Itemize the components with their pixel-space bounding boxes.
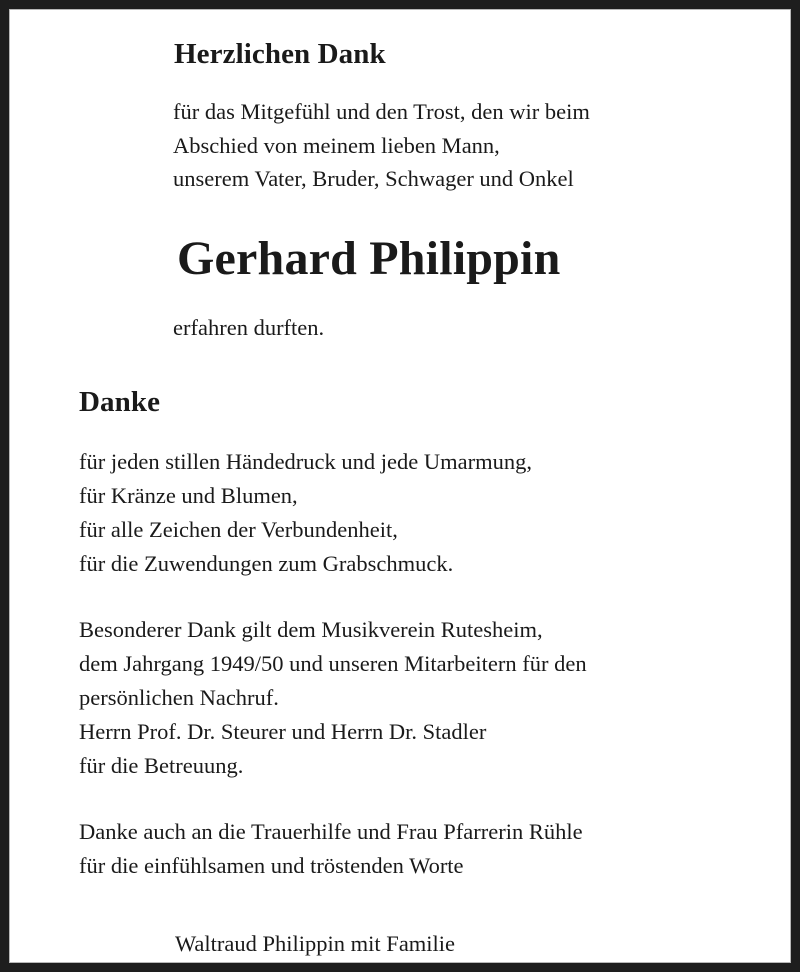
intro-line: für das Mitgefühl und den Trost, den wir beim	[173, 99, 590, 124]
intro-line: unserem Vater, Bruder, Schwager und Onkel	[173, 166, 574, 191]
page-title: Herzlichen Dank	[174, 38, 386, 70]
paragraph-line: für alle Zeichen der Verbundenheit,	[79, 517, 398, 542]
paragraph-line: für Kränze und Blumen,	[79, 483, 298, 508]
paragraph-line: für die einfühlsamen und tröstenden Worte	[79, 853, 464, 878]
paragraph-line: für die Betreuung.	[79, 753, 244, 778]
signature-line: Waltraud Philippin mit Familie	[175, 931, 456, 956]
intro-paragraph	[165, 95, 750, 196]
paragraph-line: persönlichen Nachruf.	[79, 685, 279, 710]
obituary-notice-card	[9, 9, 791, 963]
intro-closing-line: erfahren durften.	[173, 314, 325, 340]
paragraph-line: Herrn Prof. Dr. Steurer und Herrn Dr. Stadler	[79, 719, 487, 744]
paragraph-line: Besonderer Dank gilt dem Musikverein Rutesheim,	[79, 617, 543, 642]
paragraph-line: dem Jahrgang 1949/50 und unseren Mitarbeitern für den	[79, 651, 587, 676]
paragraph-line: für die Zuwendungen zum Grabschmuck.	[79, 551, 454, 576]
thanks-paragraph	[79, 815, 760, 883]
thanks-paragraph	[79, 445, 760, 581]
thanks-intro-block	[10, 10, 790, 344]
paragraph-line: für jeden stillen Händedruck und jede Umarmung,	[79, 449, 532, 474]
section-title-danke: Danke	[79, 386, 161, 418]
thanks-paragraph	[79, 613, 760, 783]
paragraph-line: Danke auch an die Trauerhilfe und Frau Pfarrerin Rühle	[79, 819, 583, 844]
deceased-name: Gerhard Philippin	[177, 231, 561, 285]
thanks-body-block	[10, 388, 790, 961]
intro-line: Abschied von meinem lieben Mann,	[173, 132, 500, 158]
